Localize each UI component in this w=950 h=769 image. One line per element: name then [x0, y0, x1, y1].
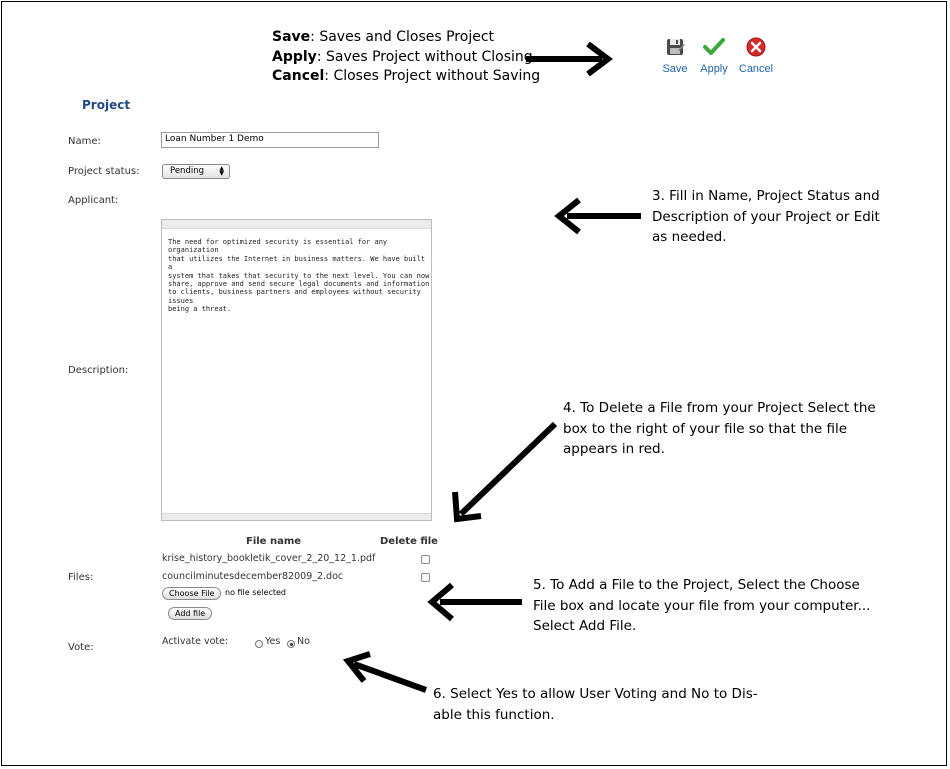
select-arrows-icon: ▲ ▼: [219, 165, 224, 177]
file-row-name: councilminutesdecember82009_2.doc: [162, 571, 344, 582]
no-file-text: no file selected: [225, 588, 287, 597]
arrow-note-5: [424, 581, 524, 623]
instruction-4: 4. To Delete a File from your Project Select the box to the right of your file so that the file appears in red.: [563, 400, 876, 457]
description-editor[interactable]: [161, 219, 432, 521]
vote-yes-radio[interactable]: [255, 640, 263, 648]
cancel-x-icon: [745, 36, 767, 58]
arrow-note-6: [340, 650, 430, 695]
section-title: Project: [82, 98, 131, 112]
editor-statusbar: [162, 513, 431, 520]
name-label: Name:: [68, 136, 101, 147]
screenshot-frame: [1, 1, 947, 766]
status-select[interactable]: [162, 164, 230, 179]
save-button[interactable]: [657, 36, 693, 75]
arrow-note-3: [551, 196, 643, 236]
description-text: The need for optimized security is essential for any organization that utilizes the Internet in business matters. We have built a system that takes that security to the next level. You can now share, approve and send secure legal documents and information to clients, business partners and employees without security issues being a threat.: [168, 238, 430, 314]
applicant-label: Applicant:: [68, 195, 119, 206]
activate-vote-label: Activate vote:: [162, 636, 229, 647]
toolbar-legend: [272, 28, 540, 87]
vote-yes-label: Yes: [265, 636, 281, 647]
vote-no-radio[interactable]: [287, 640, 295, 648]
legend-cancel: Cancel: Closes Project without Saving: [272, 68, 541, 84]
apply-label: Apply: [700, 63, 728, 75]
arrow-note-4: [449, 420, 559, 525]
files-label: Files:: [68, 572, 94, 583]
apply-button[interactable]: [696, 36, 732, 75]
floppy-disk-icon: [664, 36, 686, 58]
delete-file-checkbox[interactable]: [421, 555, 430, 564]
vote-no-label: No: [297, 636, 310, 647]
arrow-to-toolbar: [524, 40, 616, 78]
cancel-label: Cancel: [738, 63, 774, 75]
checkmark-icon: [702, 36, 726, 58]
status-label: Project status:: [68, 166, 140, 177]
description-label: Description:: [68, 365, 129, 376]
instruction-5: 5. To Add a File to the Project, Select the Choose File box and locate your file from your computer... Select Add File.: [533, 577, 871, 634]
cancel-button[interactable]: [738, 36, 774, 75]
name-input[interactable]: Loan Number 1 Demo: [161, 132, 379, 148]
file-row-name: krise_history_bookletik_cover_2_20_12_1.pdf: [162, 553, 376, 564]
choose-file-button[interactable]: Choose File: [162, 587, 221, 600]
save-label: Save: [662, 63, 688, 75]
add-file-button[interactable]: Add file: [168, 607, 212, 620]
file-name-header: File name: [246, 536, 302, 547]
status-select-value: Pending: [170, 166, 204, 176]
vote-label: Vote:: [68, 642, 94, 653]
instruction-6: 6. Select Yes to allow User Voting and No to Dis- able this function.: [433, 686, 758, 723]
legend-save: Save: Saves and Closes Project: [272, 29, 495, 45]
legend-apply: Apply: Saves Project without Closing: [272, 48, 533, 65]
delete-file-header: Delete file: [380, 536, 438, 547]
instruction-3: 3. Fill in Name, Project Status and Description of your Project or Edit as needed.: [652, 188, 880, 245]
editor-toolbar: [162, 220, 431, 229]
